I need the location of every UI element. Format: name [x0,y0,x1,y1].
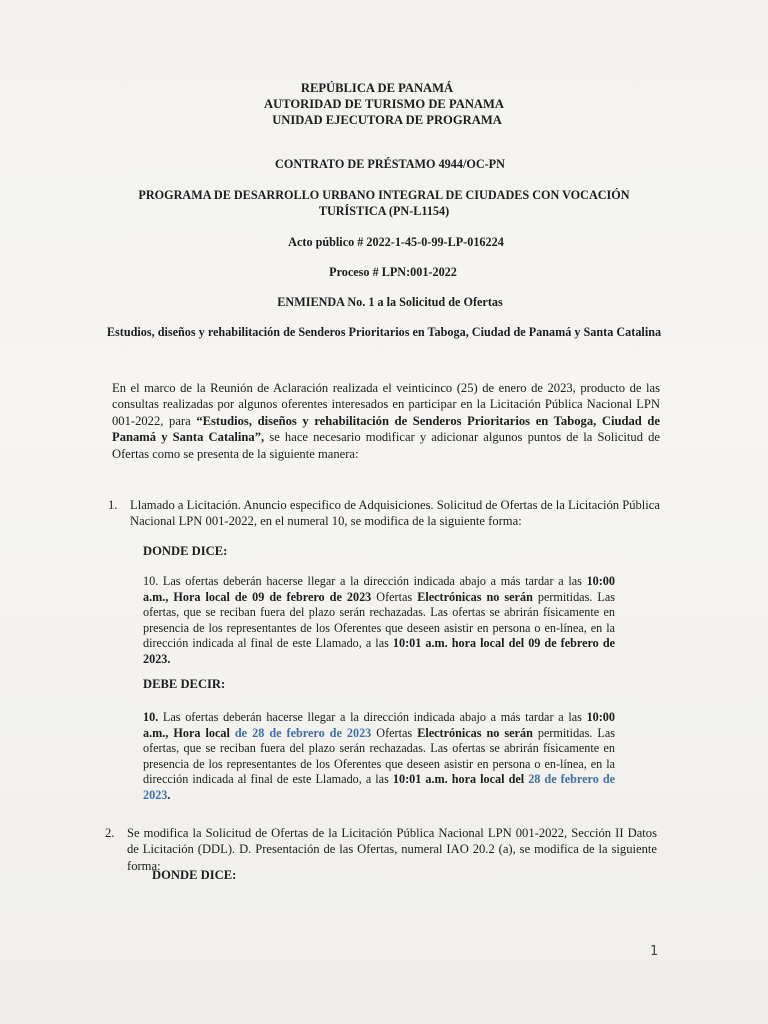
new-deadline-date: de 28 de febrero de 2023 [234,725,372,740]
clause-text: permitidas. Las ofertas, que se reciban fuera del plazo serán rechazadas. Las ofertas se abrirán físicamente en presencia de los representantes de los Oferentes que deseen asistir en persona o en-línea, en la dirección indicada al final de este Llamado, a las [143,725,615,787]
new-opening-date: 28 de febrero de 2023 [143,772,616,802]
clause-deadline: 10:00 a.m., Hora local de 09 de febrero de 2023 [143,574,615,604]
clause-opening-time: 10:01 a.m. hora local del 09 de febrero de 2023. [143,636,616,666]
page-number: 1 [650,944,659,959]
process-number: Proceso # LPN:001-2022 [329,265,457,279]
clause-number: 10. [143,710,159,724]
header-line-unit: UNIDAD EJECUTORA DE PROGRAMA [272,113,502,127]
project-title: Estudios, diseños y rehabilitación de Senderos Prioritarios en Taboga, Ciudad de Panamá y Santa Catalina [106,325,662,339]
amendment-title: ENMIENDA No. 1 a la Solicitud de Ofertas [277,295,503,309]
clause-text: permitidas. Las ofertas, que se reciban fuera del plazo serán rechazadas. Las ofertas se abrirán físicamente en presencia de los representantes de los Oferentes que deseen asistir en persona o en-línea, en la dirección indicada al final de este Llamado, a las [143,589,615,651]
clause-text: Ofertas [371,725,418,740]
list-item-number: 1. [108,498,118,512]
clause-text: 10. Las ofertas deberán hacerse llegar a la dirección indicada abajo a más tardar a las [143,574,587,588]
header-line-country: REPÚBLICA DE PANAMÁ [300,81,454,95]
intro-paragraph [112,380,660,462]
clause-text: Ofertas [371,589,418,604]
debe-decir-heading: DEBE DECIR: [143,677,226,691]
clause-period: . [167,787,171,802]
clause-text: Las ofertas deberán hacerse llegar a la dirección indicada abajo a más tardar a las [158,710,587,724]
clause-deadline: 10:00 a.m., Hora local [143,710,615,740]
intro-text-a: En el marco de la Reunión de Aclaración realizada el veinticinco (25) de enero de 2023, producto de las consultas realizadas por algunos oferentes interesados en participar en la Licitación Pública Nacional LPN 001-2022, para [112,381,660,428]
header-line-authority: AUTORIDAD DE TURISMO DE PANAMA [264,97,504,111]
public-act-number: Acto público # 2022-1-45-0-99-LP-016224 [288,235,504,249]
program-title: PROGRAMA DE DESARROLLO URBANO INTEGRAL DE CIUDADES CON VOCACIÓN TURÍSTICA (PN-L1154) [138,188,630,218]
list-item-number: 2. [105,826,115,840]
list-item-text: Llamado a Licitación. Anuncio especifico de Adquisiciones. Solicitud de Ofertas de la Licitación Pública Nacional LPN 001-2022, en el numeral 10, se modifica de la siguiente forma: [130,498,660,529]
amended-clause [143,710,615,804]
list-item-1 [108,497,660,530]
original-clause [143,574,615,668]
clause-electronic: Electrónicas no serán [417,589,533,604]
donde-dice-heading: DONDE DICE: [152,868,237,882]
clause-electronic: Electrónicas no serán [417,725,533,740]
intro-text-project: “Estudios, diseños y rehabilitación de Senderos Prioritarios en Taboga, Ciudad de Panamá y Santa Catalina”, [112,413,660,445]
contract-title: CONTRATO DE PRÉSTAMO 4944/OC-PN [275,157,505,171]
document-header [0,80,768,128]
list-item-text: Se modifica la Solicitud de Ofertas de la Licitación Pública Nacional LPN 001-2022, Sección II Datos de Licitación (DDL). D. Presentación de las Ofertas, numeral IAO 20.2 (a), se modifica de la siguiente forma: [127,826,657,873]
donde-dice-heading: DONDE DICE: [143,544,228,558]
clause-opening-time: 10:01 a.m. hora local del [392,772,525,787]
intro-text-c: se hace necesario modificar y adicionar algunos puntos de la Solicitud de Ofertas como se presenta de la siguiente manera: [112,430,661,461]
